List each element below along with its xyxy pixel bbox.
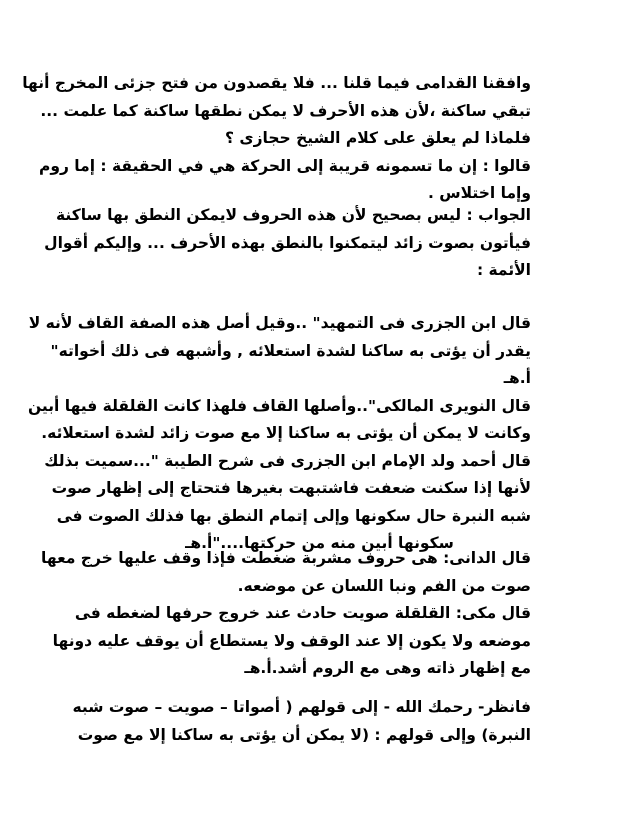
- text-line: قالوا : إن ما تسمونه قريبة إلى الحركة هي في الحقيقة : إما روم: [38, 156, 531, 175]
- text-line: الأئمة :: [476, 261, 531, 279]
- text-line: قال مكى: القلقلة صويت حادث عند خروج حرفها لضغطه فى: [74, 604, 531, 622]
- text-line: فيأتون بصوت زائد ليتمكنوا بالنطق بهذه الأحرف ... وإليكم أقوال: [44, 233, 531, 252]
- text-line: وكانت لا يمكن أن يؤتى به ساكنا إلا مع صوت زائد لشدة استعلائه.: [41, 424, 531, 442]
- paragraph-dani-makki: [41, 545, 531, 683]
- text-line: أ.هـ: [503, 369, 531, 387]
- text-line: صوت من الفم ونبا اللسان عن موضعه.: [237, 576, 531, 595]
- text-line: الجواب : ليس بصحيح لأن هذه الحروف لايمكن النطق بها ساكنة: [55, 206, 531, 224]
- text-line: يقدر أن يؤتى به ساكنا لشدة استعلائه , وأشبهه فى ذلك أخواته": [50, 341, 531, 360]
- text-line: شبه النبرة حال سكونها وإلى إتمام النطق بها فذلك الصوت فى: [56, 506, 531, 525]
- text-line: قال ابن الجزرى فى التمهيد" ..وقيل أصل هذه الصفة القاف لأنه لا: [28, 314, 531, 332]
- text-line: لأنها إذا سكنت ضعفت فاشتبهت بغيرها فتحتاج إلى إظهار صوت: [51, 479, 531, 497]
- text-line: فلماذا لم يعلق على كلام الشيخ حجازى ؟: [225, 129, 531, 147]
- text-line: قال الدانى: هى حروف مشربة ضغطت فإذا وقف عليها خرج معها: [41, 549, 531, 567]
- text-line: النبرة) وإلى قولهم : (لا يمكن أن يؤتى به ساكنا إلا مع صوت: [77, 725, 531, 744]
- text-line: موضعه ولا يكون إلا عند الوقف ولا يستطاع أن يوقف عليه دونها: [52, 631, 531, 650]
- paragraph-closing: [72, 694, 531, 749]
- text-line: وإما اختلاس .: [427, 184, 531, 202]
- text-line: سكونها أبين منه من حركتها...."أ.هـ: [185, 534, 454, 552]
- text-line: قال أحمد ولد الإمام ابن الجزرى فى شرح الطيبة "...سميت بذلك: [44, 451, 531, 470]
- text-line: فانظر- رحمك الله - إلى قولهم ( أصواتا – صويت – صوت شبه: [72, 698, 531, 716]
- text-line: وافقنا القدامى فيما قلنا ... فلا يقصدون من فتح جزئى المخرج أنها: [22, 74, 531, 92]
- paragraph-answer: [44, 202, 531, 285]
- text-line: قال النويرى المالكى"..وأصلها القاف فلهذا كانت القلقلة فيها أبين: [27, 396, 531, 415]
- text-line: مع إظهار ذاته وهى مع الروم أشد.أ.هـ: [244, 659, 531, 677]
- text-line: تبقي ساكنة ،لأن هذه الأحرف لا يمكن نطقها ساكنة كما علمت ...: [40, 101, 531, 120]
- paragraph-opening: [22, 70, 531, 208]
